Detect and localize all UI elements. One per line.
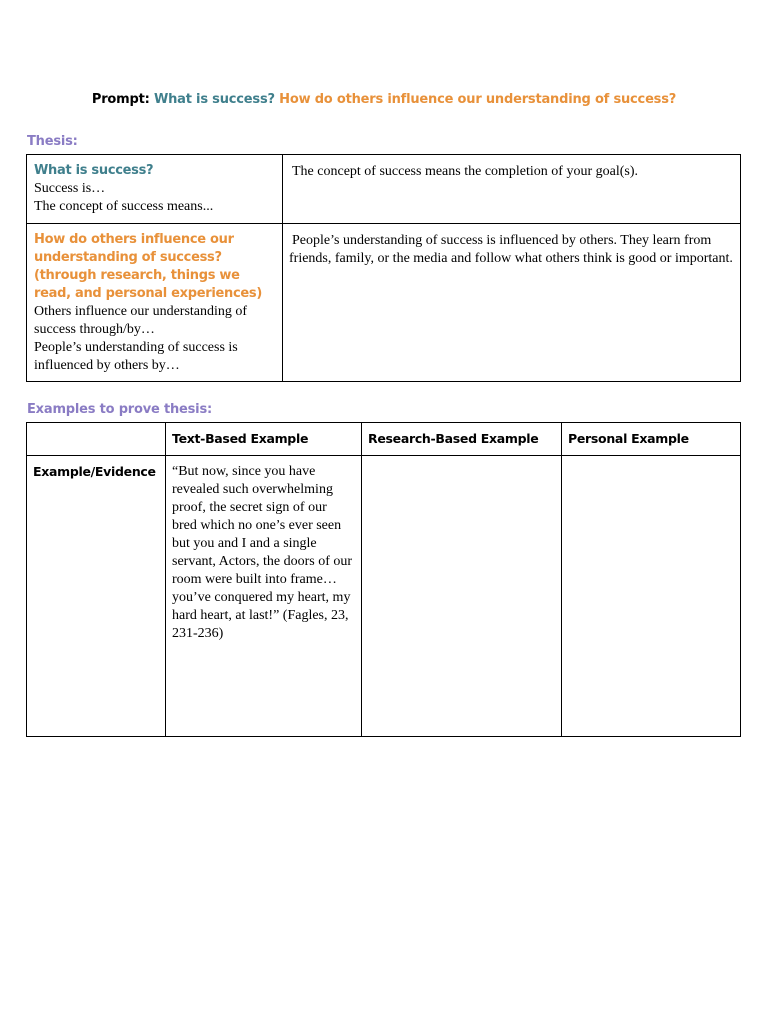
column-heading: Research-Based Example	[368, 431, 539, 446]
examples-heading: Examples to prove thesis:	[27, 402, 212, 417]
header-cell-text-based	[166, 423, 362, 456]
thesis-answer-cell[interactable]	[283, 224, 741, 382]
text-based-cell[interactable]	[166, 456, 362, 737]
sentence-starter: The concept of success means...	[34, 199, 214, 214]
personal-cell[interactable]	[562, 456, 741, 737]
examples-header-row	[27, 423, 741, 456]
header-cell-research-based	[362, 423, 562, 456]
prompt-question-2: How do others influence our understanding of success?	[279, 92, 677, 107]
examples-evidence-row	[27, 456, 741, 737]
row-label-cell	[27, 456, 166, 737]
thesis-row-what-is-success	[27, 155, 741, 224]
prompt-label: Prompt:	[91, 92, 150, 107]
header-cell-empty	[27, 423, 166, 456]
thesis-question-cell	[27, 224, 283, 382]
text-based-quote: “But now, since you have revealed such overwhelming proof, the secret sign of our bred which no one’s ever seen but you and I and a single servant, Actors, the doors of our room were built into frame… you’ve conquered my heart, my hard heart, at last!” (Fagles, 23, 231-236)	[172, 464, 353, 641]
column-heading: Personal Example	[568, 431, 689, 446]
thesis-question-2: How do others influence our understanding of success? (through research, things we read, and personal experiences)	[34, 232, 263, 301]
column-heading: Text-Based Example	[172, 431, 309, 446]
thesis-answer-cell[interactable]	[283, 155, 741, 224]
prompt-line	[0, 92, 768, 107]
thesis-answer-2: People’s understanding of success is influenced by others. They learn from friends, family, or the media and follow what others think is good or important.	[289, 233, 733, 266]
thesis-heading: Thesis:	[27, 134, 78, 149]
header-cell-personal	[562, 423, 741, 456]
research-based-cell[interactable]	[362, 456, 562, 737]
row-label: Example/Evidence	[33, 464, 156, 479]
examples-table	[26, 422, 741, 737]
thesis-question-cell	[27, 155, 283, 224]
sentence-starter: People’s understanding of success is influenced by others by…	[34, 340, 238, 373]
sentence-starter: Others influence our understanding of success through/by…	[34, 304, 248, 337]
thesis-answer-1: The concept of success means the completion of your goal(s).	[292, 164, 639, 179]
thesis-question-1: What is success?	[34, 163, 154, 178]
sentence-starter: Success is…	[34, 181, 106, 196]
thesis-row-influence	[27, 224, 741, 382]
prompt-question-1: What is success?	[153, 92, 275, 107]
thesis-table	[26, 154, 741, 382]
